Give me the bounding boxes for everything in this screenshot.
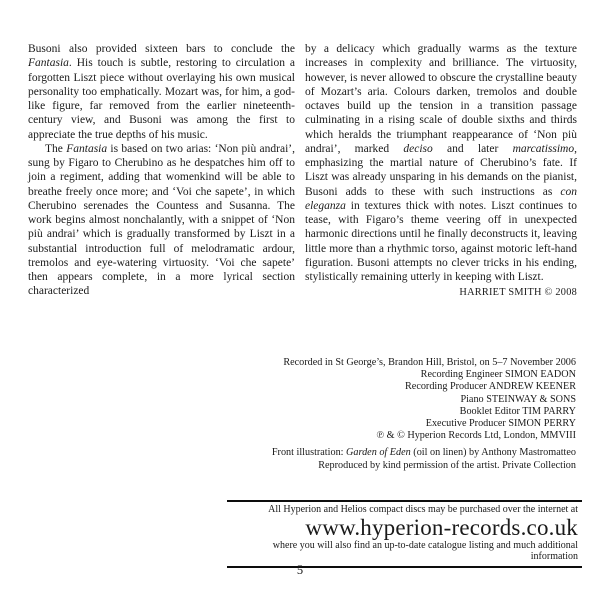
text: . His touch is subtle, restoring to circulation a forgotten Liszt piece without overlaying his own musical personality too emphatically. Mozart was, for him, a god-like figure, far removed from the earlier nineteenth-century view, and Busoni was among the first to appreciate the true depths of his music. (28, 57, 295, 141)
italic-text: Garden of Eden (346, 447, 411, 459)
purchase-line: All Hyperion and Helios compact discs may be purchased over the internet at (268, 504, 578, 515)
italic-text: Fantasia (66, 142, 108, 155)
credit-line: Executive Producer SIMON PERRY (425, 418, 576, 430)
paragraph (305, 42, 577, 284)
credit-line: Recorded in St George’s, Brandon Hill, Bristol, on 5–7 November 2006 (283, 357, 576, 368)
liner-notes-column-right-paragraphs (305, 42, 577, 284)
credit-line: Recording Producer ANDREW KEENER (405, 381, 576, 393)
italic-text: marcatissimo (512, 142, 575, 155)
page-number: 5 (296, 563, 304, 577)
purchase-info-box (227, 500, 582, 568)
liner-notes-column-right (305, 42, 577, 298)
text: and later (432, 142, 513, 155)
hyperion-website-url: www.hyperion-records.co.uk (305, 514, 578, 540)
credit-lines (60, 357, 576, 442)
text: (oil on linen) by Anthony Mastromatteo (410, 447, 576, 459)
front-illustration-credit (60, 447, 576, 459)
paragraph (28, 42, 295, 142)
credit-line: Piano STEINWAY & SONS (460, 393, 576, 405)
credit-line: Recording Engineer SIMON EADON (420, 369, 576, 381)
text: , emphasizing the martial nature of Cherubino’s fate. If Liszt was already unsparing in his demands on the pianist, Busoni adds to these with such instructions as (305, 142, 577, 198)
text: by a delicacy which gradually warms as the texture increases in complexity and brilliance. The virtuosity, however, is never allowed to obscure the crystalline beauty of Mozart’s aria. Colours darken, tremolos and double octaves build up the tension in a transition passage culminating in a rising scale of double sixths and thirds which heralds the triumphant reappearance of ‘Non più andrai’, marked (305, 43, 577, 155)
paragraph (28, 142, 295, 299)
text: The (45, 142, 67, 155)
text: is based on two arias: ‘Non più andrai’, sung by Figaro to Cherubino as he despatches him off to join a regiment, adding that womenkind will be able to breathe freely once more; and ‘Voi che sapete’, in which Cherubino serenades the Countess and Susanna. The work begins almost nonchalantly, with a snippet of ‘Non più andrai’ which is gradually transformed by Liszt in a substantial introduction full of melodramatic ardour, tremolos and eye-watering virtuosity. ‘Voi che sapete’ then appears complete, in a more lyrical section characterized (28, 142, 295, 298)
credit-line: Booklet Editor TIM PARRY (459, 405, 576, 417)
text: Front illustration: (271, 447, 347, 459)
text: in textures thick with notes. Liszt continues to tease, with Figaro’s theme veering off in unexpected harmonic directions until he finally deconstructs it, leaving little more than a rhythmic torso, against motoric left-hand figuration. Busoni attempts no clever tricks in his ending, stylistically remaining utterly in keeping with Liszt. (305, 199, 577, 283)
recording-credits (60, 357, 576, 472)
text: Busoni also provided sixteen bars to conclude the (28, 43, 295, 55)
catalogue-info-line: where you will also find an up-to-date catalogue listing and much additional information (272, 539, 578, 562)
italic-text: deciso (403, 142, 433, 155)
reproduction-credit: Reproduced by kind permission of the artist. Private Collection (318, 459, 576, 471)
author-byline: HARRIET SMITH © 2008 (459, 287, 577, 299)
liner-notes-column-left (28, 42, 295, 299)
credit-line: ℗ & © Hyperion Records Ltd, London, MMVIII (376, 430, 576, 442)
italic-text: con eleganza (305, 185, 577, 212)
italic-text: Fantasia (28, 57, 69, 70)
